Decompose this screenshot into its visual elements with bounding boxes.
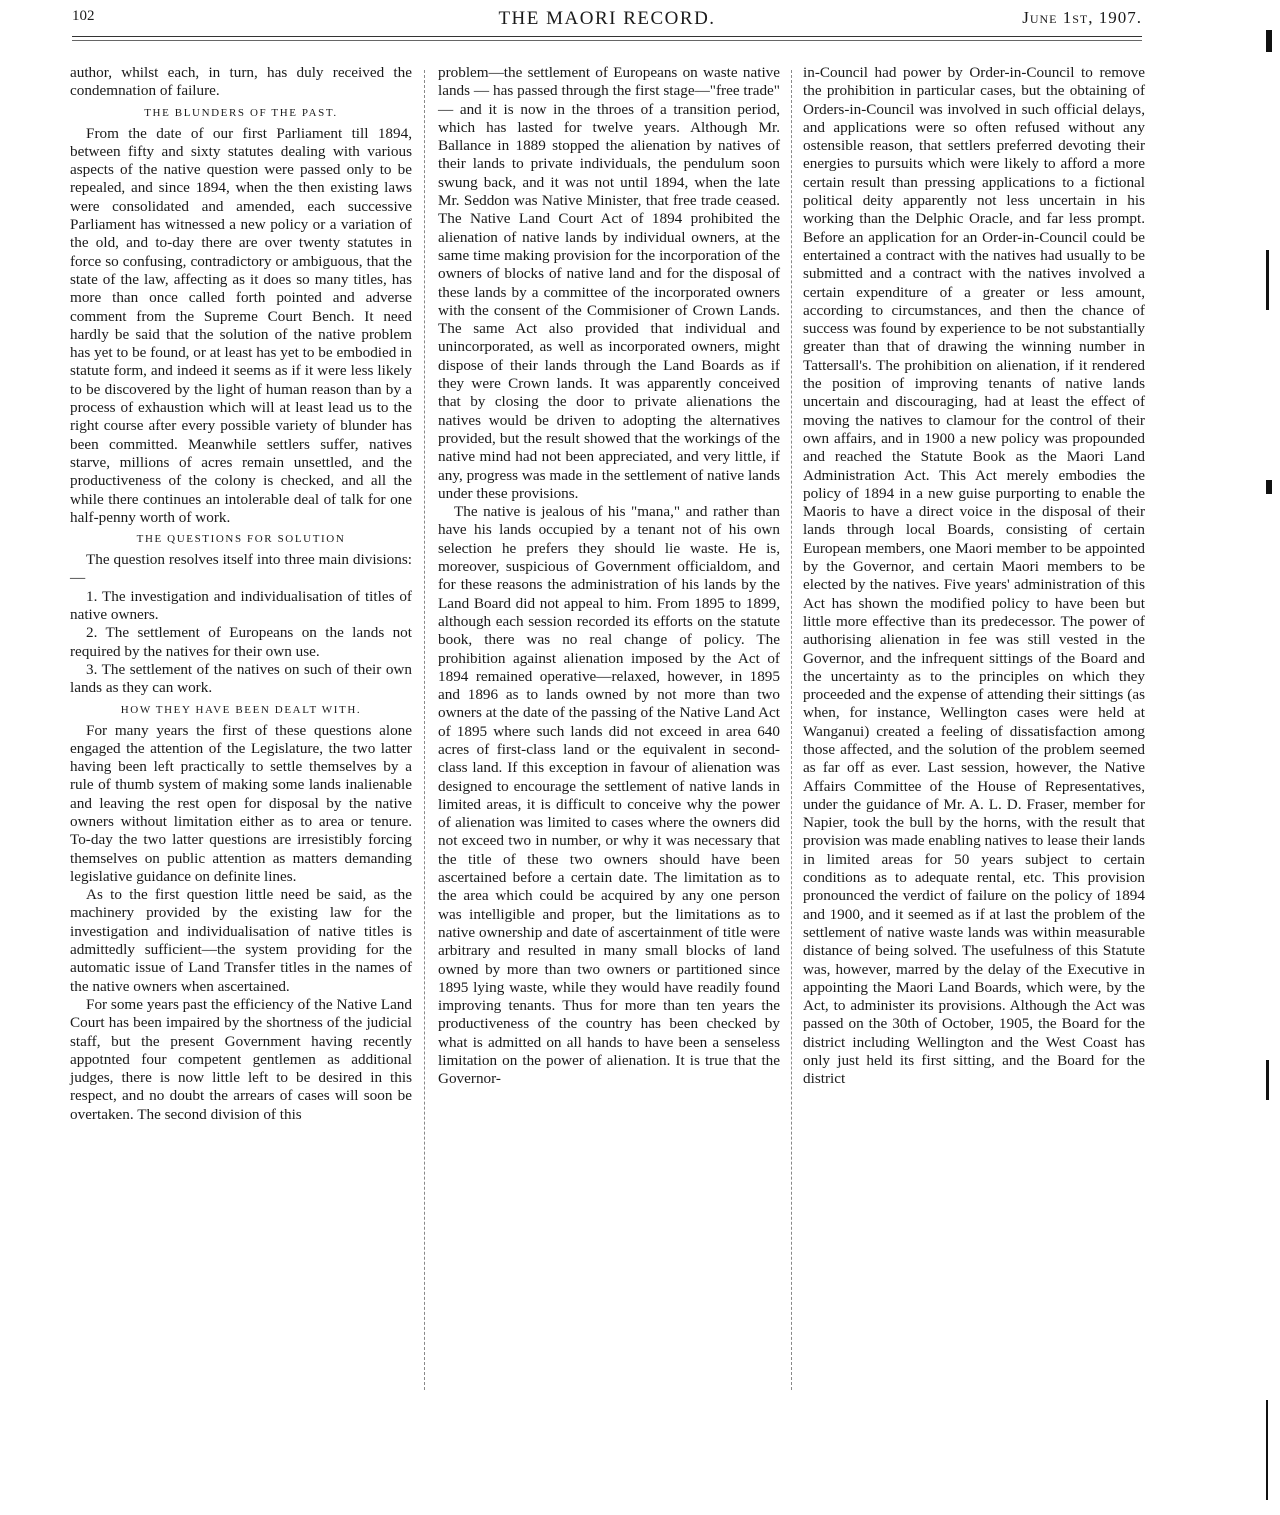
paragraph: For many years the first of these questions alone engaged the attention of the Legislature, the two latter having been left practically to settle themselves by a rule of thumb system of making some lands inalienable and leaving the rest open for disposal by the native owners without limitation either as to area or tenure. To-day the two latter questions are irresistibly forcing themselves on public attention as matters demanding legislative guidance on definite lines.	[70, 721, 412, 885]
section-heading: THE QUESTIONS FOR SOLUTION	[136, 533, 346, 546]
list-item: 3. The settlement of the natives on such of their own lands as they can work.	[70, 660, 412, 697]
header-rule-secondary	[72, 40, 1142, 41]
scan-edge-mark	[1266, 1400, 1268, 1500]
section-heading: THE BLUNDERS OF THE PAST.	[144, 106, 338, 119]
column-3	[803, 64, 1145, 1089]
page-header	[72, 4, 1142, 32]
scan-edge-mark	[1266, 250, 1269, 310]
section-heading: HOW THEY HAVE BEEN DEALT WITH.	[120, 703, 362, 716]
column-divider	[791, 70, 792, 1390]
scan-edge-mark	[1266, 480, 1272, 494]
list-item: 1. The investigation and individualisation of titles of native owners.	[70, 587, 412, 624]
paragraph: problem—the settlement of Europeans on waste native lands — has passed through the first stage—"free trade" — and it is now in the throes of a transition period, which has lasted for twelve years. Although Mr. Ballance in 1889 stopped the alienation by natives of their lands to private individuals, the pendulum soon swung back, and it was not until 1894, when the late Mr. Seddon was Native Minister, that free trade ceased. The Native Land Court Act of 1894 prohibited the alienation of native lands by individual owners, at the same time making provision for the incorporation of the owners of blocks of native land and for the disposal of these lands by a committee of the incorporated owners with the consent of the Commisioner of Crown Lands. The same Act also provided that individual and unincorporated, as well as incorporated owners, might dispose of their lands through the Land Boards as if they were Crown lands. It was apparently conceived that by closing the door to private alienations the natives would be driven to adopting the alternatives provided, but the result showed that the workings of the native mind had not been appreciated, and very little, if any, progress was made in the settlement of native lands under these provisions.	[438, 64, 780, 502]
scan-edge-mark	[1266, 30, 1272, 52]
column-2	[438, 64, 780, 1089]
header-rule	[72, 36, 1142, 37]
column-divider	[424, 70, 425, 1390]
scan-edge-mark	[1266, 1060, 1269, 1100]
paragraph: The native is jealous of his "mana," and rather than have his lands occupied by a tenant not of his own selection he prefers they should lie waste. He is, moreover, suspicious of Government officialdom, and for these reasons the administration of his lands by the Land Board did not appeal to him. From 1895 to 1899, although each session recorded its efforts on the statute book, there was no real change of policy. The prohibition against alienation imposed by the Act of 1894 remained operative—relaxed, however, in 1895 and 1896 as to lands owned by not more than two owners at the date of the passing of the Native Land Act of 1895 where such lands did not exceed in area 640 acres of first-class land or the equivalent in second-class land. If this exception in favour of alienation was designed to encourage the settlement of native lands in limited areas, it is difficult to conceive why the power of alienation was limited to cases where the owners did not exceed two in number, or why it was necessary that the title of these two owners should have been ascertained before a certain date. The limitation as to the area which could be acquired by any one person was intelligible and proper, but the limitations as to native ownership and date of ascertainment of title were arbitrary and resulted in many small blocks of land owned by more than two owners or partitioned since 1895 lying waste, while they would have readily found improving tenants. Thus for more than ten years the productiveness of the country has been checked by what is admitted on all hands to have been a senseless limitation on the power of alienation. It is true that the Governor-	[438, 503, 780, 1088]
paragraph: For some years past the efficiency of the Native Land Court has been impaired by the shortness of the judicial staff, but the present Government having recently appotnted four competent gentlemen as additional judges, there is now little left to be desired in this respect, and no doubt the arrears of cases will soon be overtaken. The second division of this	[70, 995, 412, 1123]
paragraph: The question resolves itself into three main divisions:—	[70, 551, 412, 587]
issue-date: June 1st, 1907.	[1022, 8, 1142, 27]
paragraph: From the date of our first Parliament till 1894, between fifty and sixty statutes dealing with various aspects of the native question were passed only to be repealed, and since 1894, when the then existing laws were consolidated and amended, each successive Parliament has witnessed a new policy or a variation of the old, and to-day there are over twenty statutes in force so confusing, contradictory or ambiguous, that the state of the law, affecting as it does so many titles, has more than once called forth pointed and adverse comment from the Supreme Court Bench. It need hardly be said that the solution of the native problem has yet to be found, or at least has yet to be embodied in statute form, and indeed it seems as if it were less likely to be discovered by the light of human reason than by a process of exhaustion which will at least lead us to the right course after every possible variety of blunder has been committed. Meanwhile settlers suffer, natives starve, millions of acres remain unsettled, and the productiveness of the colony is checked, and all the while there continues an intolerable deal of talk for one half-penny worth of work.	[70, 124, 412, 526]
column-1	[70, 64, 412, 1124]
masthead-title: THE MAORI RECORD.	[498, 8, 716, 29]
paragraph: author, whilst each, in turn, has duly received the condemnation of failure.	[70, 64, 412, 100]
paragraph: As to the first question little need be said, as the machinery provided by the existing law for the investigation and individualisation of native titles is admittedly sufficient—the system providing for the automatic issue of Land Transfer titles in the names of the native owners when ascertained.	[70, 886, 412, 995]
list-item: 2. The settlement of Europeans on the lands not required by the natives for their own use.	[70, 624, 412, 660]
paragraph: in-Council had power by Order-in-Council to remove the prohibition in particular cases, but the obtaining of Orders-in-Council was involved in such official delays, and applications were so often refused without any ostensible reason, that settlers preferred devoting their energies to pursuits which were likely to afford a more certain result than pressing applications to a fictional political deity apparently not less uncertain in his working than the Delphic Oracle, and far less prompt. Before an application for an Order-in-Council could be entertained a contract with the natives had usually to be submitted and a contract with the natives involved a certain expenditure of a greater or less amount, according to circumstances, and then the chance of success was found by experience to be not substantially greater than that of drawing the winning number in Tattersall's. The prohibition on alienation, if it rendered the position of improving tenants of native lands uncertain and discouraging, had at least the effect of moving the natives to clamour for the control of their own affairs, and in 1900 a new policy was propounded and reached the Statute Book as the Maori Land Administration Act. This Act merely embodies the policy of 1894 in a new guise purporting to enable the Maoris to have a direct voice in the disposal of their lands through local Boards, consisting of certain European members, one Maori member to be appointed by the Governor, and certain Maori members to be elected by the natives. Five years' administration of this Act has shown the modified policy to have been but little more effective than its predecessor. The power of authorising alienation in fee was still vested in the Governor, and the infrequent sittings of the Board and the uncertainty as to the principles on which they proceeded and the expense of attending their sittings (as when, for instance, Wellington cases were held at Wanganui) created a feeling of dissatisfaction among those affected, and the solution of the problem seemed as far off as ever. Last session, however, the Native Affairs Committee of the House of Representatives, under the guidance of Mr. A. L. D. Fraser, member for Napier, took the bull by the horns, with the result that provision was made enabling natives to lease their lands in limited areas for 50 years subject to certain conditions as to adequate rental, etc. This provision pronounced the verdict of failure on the policy of 1894 and 1900, and it seemed as if at last the problem of the settlement of native waste lands was within measurable distance of being solved. The usefulness of this Statute was, however, marred by the delay of the Executive in appointing the Maori Land Boards, which were, by the Act, to administer its provisions. Although the Act was passed on the 30th of October, 1905, the Board for the district including Wellington and the West Coast has only just held its first sitting, and the Board for the district	[803, 64, 1145, 1088]
page-number: 102	[72, 8, 95, 24]
